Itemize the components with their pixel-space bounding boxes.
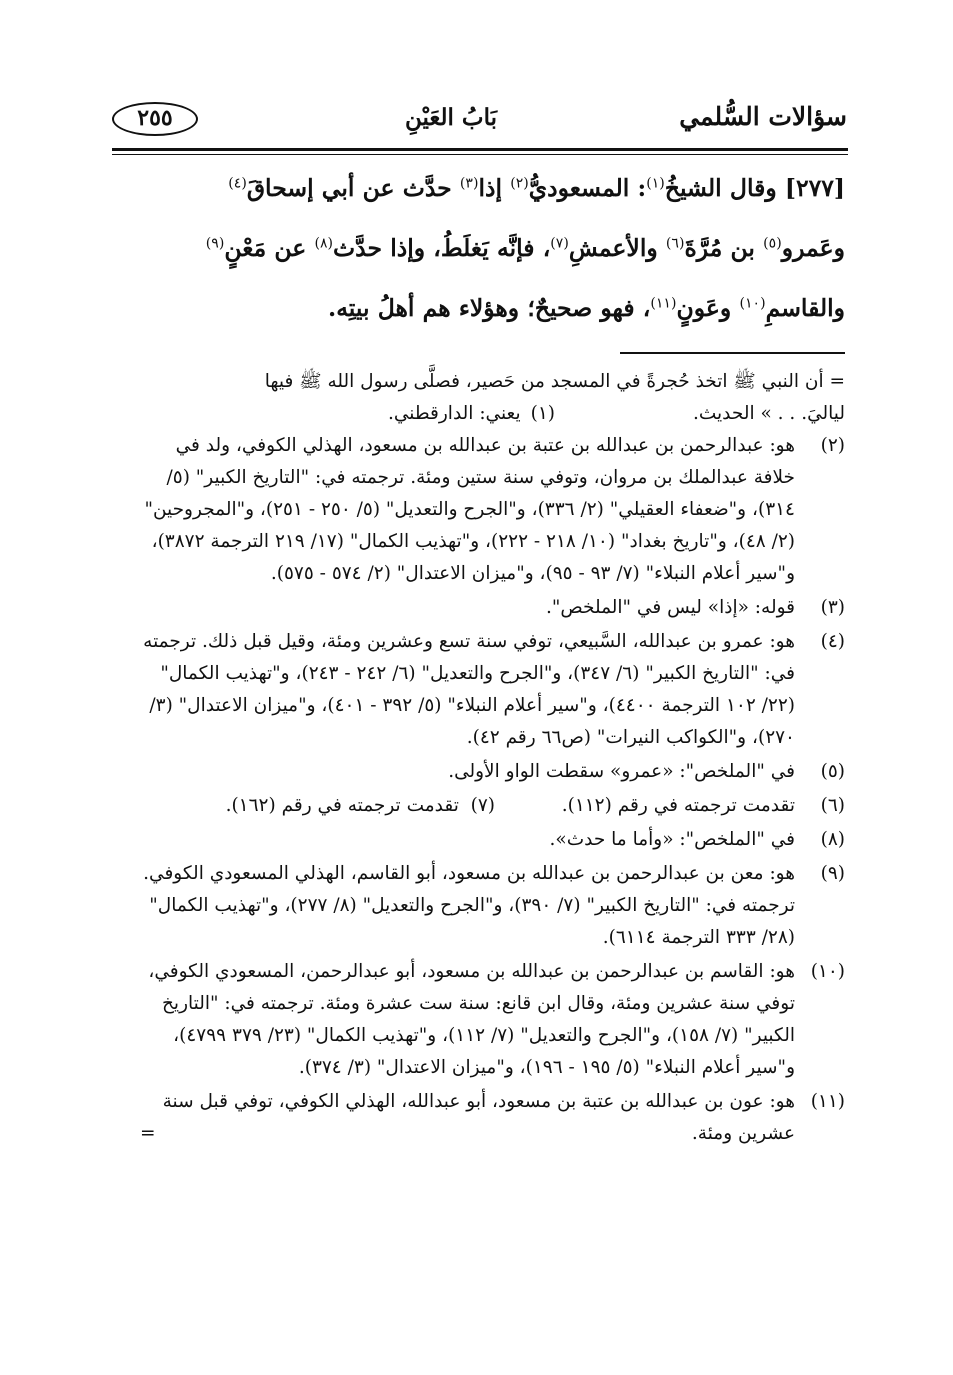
footnote-7-number: (٧) (470, 795, 495, 816)
text-run: والقاسمِ (765, 294, 845, 322)
footnotes (140, 366, 845, 1152)
book-title: سؤالات السُّلمي (679, 102, 847, 131)
continues-mark: = (140, 1123, 156, 1144)
header-rule-thin (112, 154, 848, 155)
footnote-10 (140, 956, 845, 1084)
footnote-ref-4: (٤) (228, 175, 247, 192)
text-run: وعَمرو (781, 234, 845, 262)
footnote-9 (140, 858, 845, 954)
footnote-separator (620, 352, 845, 354)
chapter-title: بَابُ العَيْنِ (404, 104, 497, 131)
footnote-text: هو: عبدالرحمن بن عبدالله بن عتبة بن عبدالله بن مسعود، الهذلي الكوفي، ولد في خلافة عبدالملك بن مروان، وتوفي سنة ستين ومئة. ترجمته في: "التاريخ الكبير" (٥/ ٣١٤)، و"ضعفاء العقيلي" (٢/ ٣٣٦)، و"الجرح والتعديل" (٥/ ٢٥٠ - ٢٥١)، و"المجروحين" (٢/ ٤٨)، و"تاريخ بغداد" (١٠/ ٢١٨ - ٢٢٢)، و"تهذيب الكمال" (١٧/ ٢١٩ الترجمة ٣٨٧٢)، و"سير أعلام النبلاء" (٧/ ٩٣ - ٩٥)، و"ميزان الاعتدال" (٢/ ٥٧٤ - ٥٧٥). (144, 435, 795, 584)
text-run: بن مُرَّةَ (684, 234, 764, 262)
footnote-ref-8: (٨) (314, 235, 334, 252)
footnote-text: هو: عمرو بن عبدالله، السَّبيعي، توفي سنة تسع وعشرين ومئة، وقيل قبل ذلك. ترجمته في: "التاريخ الكبير" (٦/ ٣٤٧)، و"الجرح والتعديل" (٦/ ٢٤٢ - ٢٤٣)، و"تهذيب الكمال" (٢٢/ ١٠٢ الترجمة ٤٤٠٠)، و"سير أعلام النبلاء" (٥/ ٣٩٢ - ٤٠١)، و"ميزان الاعتدال" (٣/ ٢٧٠)، و"الكواكب النيرات" (ص٦٦ رقم ٤٢). (143, 631, 795, 748)
footnote-1-text: يعني: الدارقطني. (387, 403, 521, 424)
footnote-2 (140, 430, 845, 590)
footnote-text: هو: القاسم بن عبدالرحمن بن عبدالله بن مسعود، أبو عبدالرحمن، المسعودي الكوفي، توفي سنة عشرين ومئة، وقال ابن قانع: سنة ست عشرة ومئة. ترجمته في: "التاريخ الكبير" (٧/ ١٥٨)، و"الجرح والتعديل" (٧/ ١١٢)، و"تهذيب الكمال" (٢٣/ ٣٧٩ ٤٧٩٩)، و"سير أعلام النبلاء" (٥/ ١٩٥ - ١٩٦)، و"ميزان الاعتدال" (٣/ ٣٧٤). (148, 961, 795, 1078)
text-run: والأعمشِ (568, 234, 666, 262)
footnote-number: (٩) (820, 863, 845, 884)
footnote-number: (٣) (820, 597, 845, 618)
footnote-text: هو: عون بن عبدالله بن عتبة بن مسعود، أبو عبدالله، الهذلي الكوفي، توفي قبل سنة عشرين ومئة. (162, 1091, 795, 1144)
footnote-ref-9: (٩) (205, 235, 225, 252)
header-rule-thick (112, 148, 848, 151)
footnote-number: (٨) (820, 829, 845, 850)
text-run: [٢٧٧] وقال الشيخُ (664, 174, 845, 202)
footnote-ref-1: (١) (646, 175, 665, 192)
footnote-pair (140, 790, 795, 822)
footnote-6-number: (٦) (820, 795, 845, 816)
main-text (115, 158, 845, 338)
footnote-ref-5: (٥) (763, 235, 782, 252)
footnote-number: (٤) (820, 631, 845, 652)
footnote-text: في "الملخص": «عمرو» سقطت الواو الأولى. (448, 761, 795, 782)
footnote-ref-7: (٧) (550, 235, 569, 252)
continuation-line-1: = أن النبي ﷺ اتخذ حُجرةً في المسجد من حَصير، فصلَّى رسول الله ﷺ فيها (264, 371, 845, 392)
text-run: ، فهو صحيحٌ؛ وهؤلاء هم أهلُ بيتِه. (328, 294, 651, 322)
text-run: إذا (478, 174, 511, 202)
main-line-1 (115, 158, 845, 218)
footnote-11 (140, 1086, 845, 1150)
footnote-text: قوله: «إذا» ليس في "الملخص". (545, 597, 795, 618)
text-run: وعَونٍ (676, 294, 740, 322)
footnote-number: (٢) (820, 435, 845, 456)
footnote-6-7 (140, 790, 845, 822)
footnote-ref-2: (٢) (510, 175, 529, 192)
text-run: : المسعوديُّ (528, 174, 647, 202)
footnote-number: (١٠) (810, 961, 845, 982)
footnote-3 (140, 592, 845, 624)
continuation-line-2 (140, 398, 845, 430)
text-run: عن مَعْنٍ (224, 234, 315, 262)
footnote-ref-11: (١١) (650, 295, 677, 312)
main-line-2 (115, 218, 845, 278)
footnote-text: هو: معن بن عبدالرحمن بن عبدالله بن مسعود، أبو القاسم، الهذلي المسعودي الكوفي. ترجمته في: "التاريخ الكبير" (٧/ ٣٩٠)، و"الجرح والتعديل" (٨/ ٢٧٧)، و"تهذيب الكمال" (٢٨/ ٣٣٣ الترجمة ٦١١٤). (143, 863, 795, 948)
footnote-6-text: تقدمت ترجمته في رقم (١١٢). (561, 795, 795, 816)
page-header (112, 96, 847, 148)
footnote-ref-3: (٣) (459, 175, 479, 192)
footnote-ref-10: (١٠) (739, 295, 766, 312)
footnote-number: (٥) (820, 761, 845, 782)
footnote-5 (140, 756, 845, 788)
main-line-3 (115, 278, 845, 338)
footnote-8 (140, 824, 845, 856)
continuation-text-end: لياليَ. . . » الحديث. (692, 403, 845, 424)
footnote-number: (١١) (810, 1091, 845, 1112)
footnote-text: في "الملخص": «وأما ما حدث». (549, 829, 795, 850)
text-run: ، فإنَّه يَغلَطُ، وإذا حدَّث (333, 234, 551, 262)
footnote-4 (140, 626, 845, 754)
text-run: حدَّث عن أبي إسحاقَ (246, 174, 460, 202)
footnote-7-text: تقدمت ترجمته في رقم (١٦٢). (225, 795, 459, 816)
page-number: ٢٥٥ (112, 102, 198, 136)
footnote-1-number: (١) (530, 403, 555, 424)
footnote-continuation (140, 366, 845, 430)
footnote-ref-6: (٦) (665, 235, 685, 252)
